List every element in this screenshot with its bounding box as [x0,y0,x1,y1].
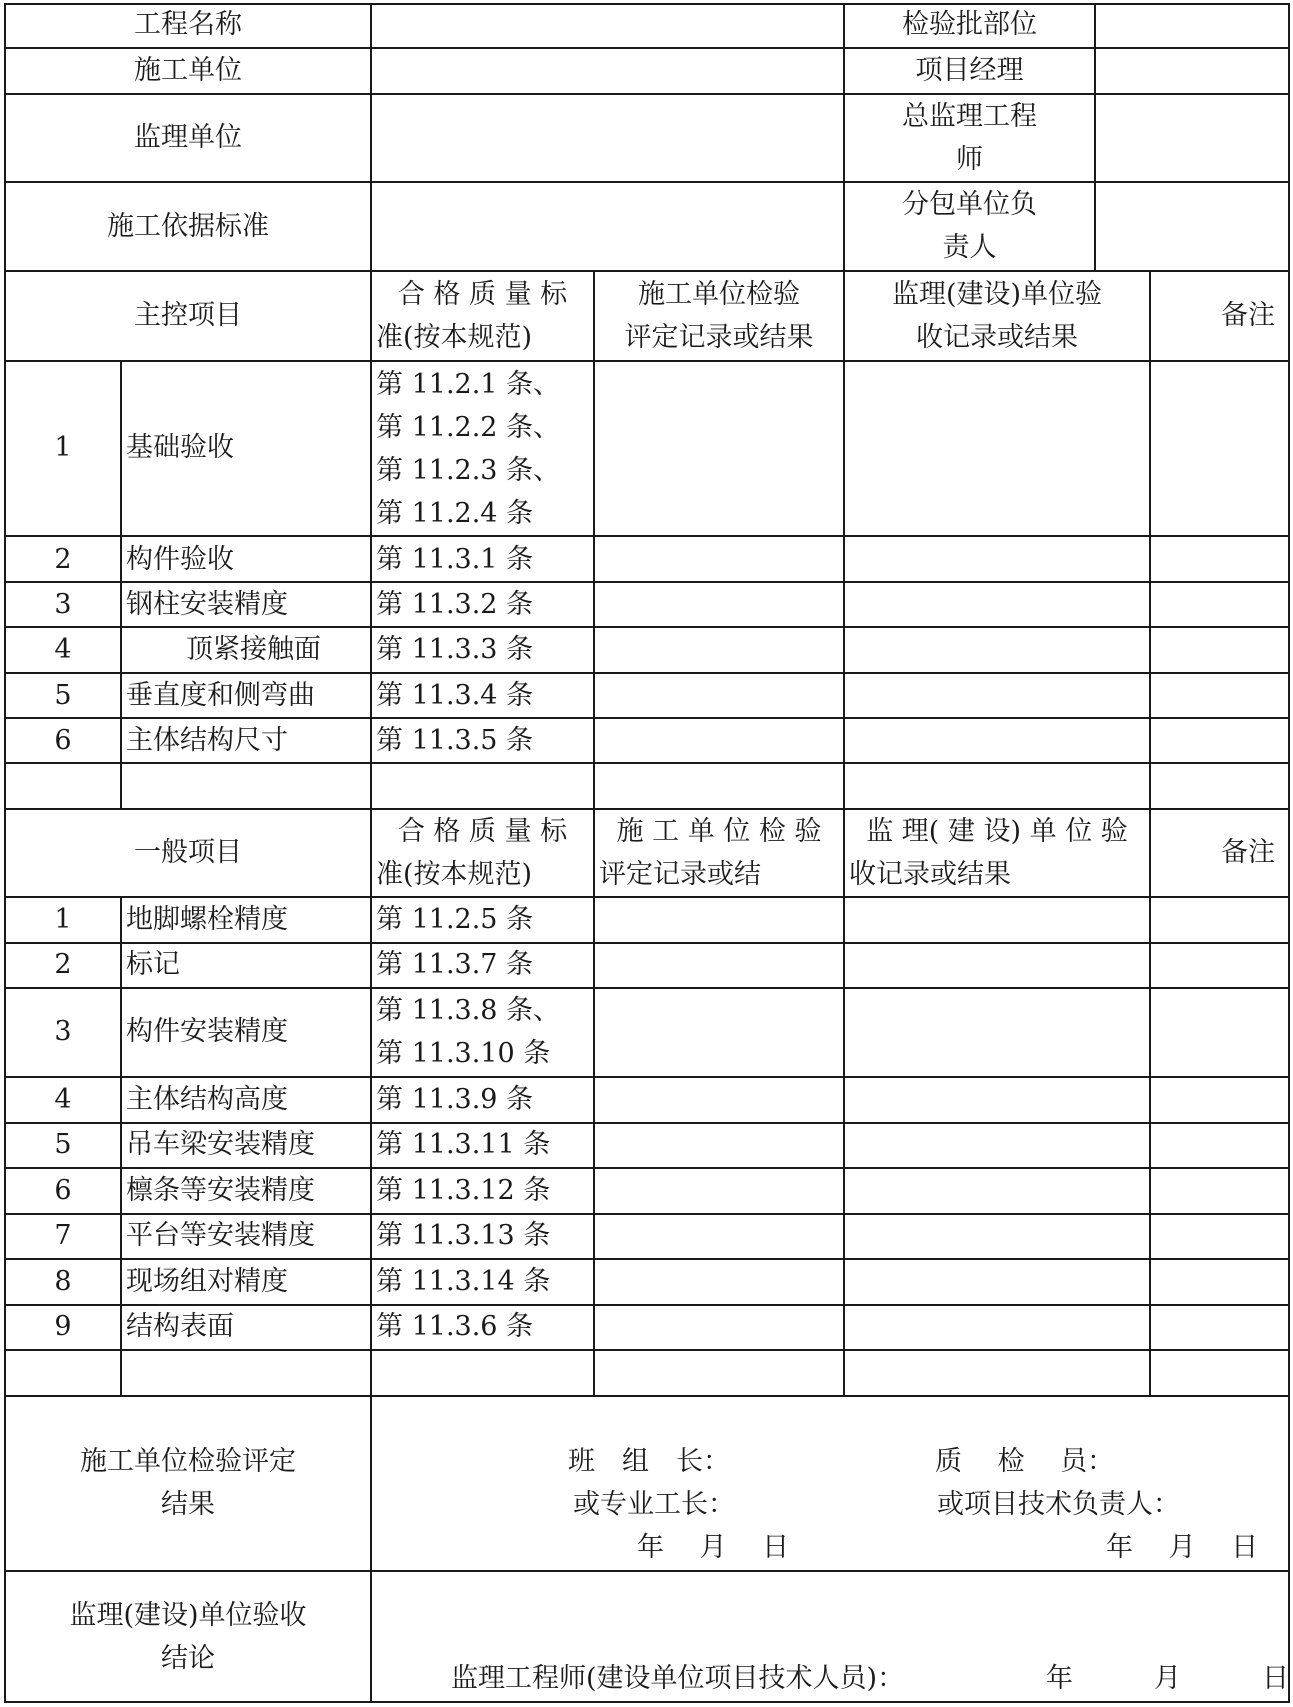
subcontractor-label: 责人 [942,232,997,263]
row-clause: 第 11.2.3 条、 [376,455,561,486]
row-clause: 第 11.3.5 条 [376,725,534,756]
col-standard-header: 合 格 质 量 标 [397,816,568,847]
main-control-title: 主控项目 [134,300,242,331]
row-clause: 第 11.3.11 条 [376,1129,551,1160]
col-remark-header: 备注 [1221,300,1275,331]
row-clause: 第 11.2.2 条、 [376,412,561,443]
row-number: 9 [54,1311,72,1342]
subcontractor-label: 分包单位负 [902,189,1037,220]
row-number: 8 [54,1266,72,1297]
col-supervision-header: 监 理( 建 设) 单 位 验 [866,816,1128,847]
col-construction-header: 施 工 单 位 检 验 [616,816,822,847]
grid-line [4,535,1289,537]
quality-inspector-label: 质 检 员： [935,1446,1115,1477]
row-clause: 第 11.3.13 条 [376,1220,551,1251]
tech-lead-label: 或项目技术负责人： [937,1489,1180,1520]
row-clause: 第 11.2.5 条 [376,904,534,935]
date-field: 年 月 日 [1046,1663,1289,1694]
row-number: 4 [54,634,72,665]
grid-line [4,270,1289,272]
row-clause: 第 11.3.1 条 [376,544,534,575]
grid-line [1149,270,1151,1397]
col-supervision-header: 收记录或结果 [849,859,1011,890]
row-number: 4 [54,1084,72,1115]
date-field: 年 月 日 [1106,1532,1259,1563]
row-clause: 第 11.2.4 条 [376,498,534,529]
row-item: 主体结构尺寸 [126,725,288,756]
row-number: 3 [54,1016,72,1047]
row-item: 现场组对精度 [126,1266,288,1297]
row-clause: 第 11.2.1 条、 [376,369,561,400]
grid-line [4,1395,1289,1397]
inspection-batch-label: 检验批部位 [902,9,1037,40]
row-item: 标记 [126,949,180,980]
row-item: 顶紧接触面 [186,634,321,665]
grid-line [120,360,122,810]
general-title: 一般项目 [134,837,242,868]
row-clause: 第 11.3.9 条 [376,1084,534,1115]
col-standard-header: 合 格 质 量 标 [397,279,568,310]
row-item: 地脚螺栓精度 [126,904,288,935]
row-clause: 第 11.3.8 条、 [376,995,561,1026]
grid-line [4,987,1289,989]
row-item: 平台等安装精度 [126,1220,315,1251]
row-item: 垂直度和侧弯曲 [126,680,315,711]
row-number: 6 [54,725,72,756]
col-supervision-header: 监理(建设)单位验 [891,279,1103,310]
grid-line [4,1701,1289,1703]
date-field: 年 月 日 [637,1532,790,1563]
row-item: 基础验收 [126,432,234,463]
row-clause: 第 11.3.6 条 [376,1311,534,1342]
row-item: 构件安装精度 [126,1016,288,1047]
row-clause: 第 11.3.14 条 [376,1266,551,1297]
row-number: 5 [54,1129,72,1160]
chief-supervisor-label: 总监理工程 [902,101,1037,132]
row-clause: 第 11.3.4 条 [376,680,534,711]
row-number: 2 [54,544,72,575]
construction-result-label: 施工单位检验评定 [80,1446,296,1477]
row-item: 主体结构高度 [126,1084,288,1115]
supervision-unit-label: 监理单位 [134,122,242,153]
construction-unit-label: 施工单位 [134,55,242,86]
row-number: 1 [54,432,72,463]
supervision-conclusion-label: 结论 [161,1643,215,1674]
row-number: 5 [54,680,72,711]
row-item: 檩条等安装精度 [126,1175,315,1206]
grid-line [1094,3,1096,271]
col-construction-header: 评定记录或结果 [624,322,814,353]
row-item: 结构表面 [126,1311,234,1342]
col-standard-header: 准(按本规范) [376,322,533,353]
specialist-foreman-label: 或专业工长： [573,1489,735,1520]
grid-line [1288,3,1290,1703]
grid-line [4,1349,1289,1351]
grid-line [4,1570,1289,1572]
col-remark-header: 备注 [1221,837,1275,868]
col-supervision-header: 收记录或结果 [916,322,1078,353]
row-item: 钢柱安装精度 [126,589,288,620]
row-item: 构件验收 [126,544,234,575]
supervisor-signature-label: 监理工程师(建设单位项目技术人员)： [451,1663,905,1694]
team-leader-label: 班 组 长： [568,1446,730,1477]
supervision-conclusion-label: 监理(建设)单位验收 [69,1600,307,1631]
grid-line [4,93,1289,95]
col-standard-header: 准(按本规范) [376,859,533,890]
col-construction-header: 评定记录或结 [599,859,761,890]
project-manager-label: 项目经理 [915,55,1024,86]
row-item: 吊车梁安装精度 [126,1129,315,1160]
row-clause: 第 11.3.7 条 [376,949,534,980]
row-clause: 第 11.3.10 条 [376,1038,551,1069]
project-name-label: 工程名称 [134,9,242,40]
row-number: 2 [54,949,72,980]
col-construction-header: 施工单位检验 [638,279,800,310]
construction-result-label: 结果 [161,1489,215,1520]
row-number: 3 [54,589,72,620]
chief-supervisor-label: 师 [956,144,983,175]
grid-line [120,896,122,1397]
grid-line [4,942,1289,944]
grid-line [4,181,1289,183]
row-clause: 第 11.3.3 条 [376,634,534,665]
standard-label: 施工依据标准 [107,211,269,242]
row-number: 1 [54,904,72,935]
row-number: 6 [54,1175,72,1206]
row-clause: 第 11.3.12 条 [376,1175,551,1206]
row-number: 7 [54,1220,72,1251]
row-clause: 第 11.3.2 条 [376,589,534,620]
grid-line [4,360,1289,362]
